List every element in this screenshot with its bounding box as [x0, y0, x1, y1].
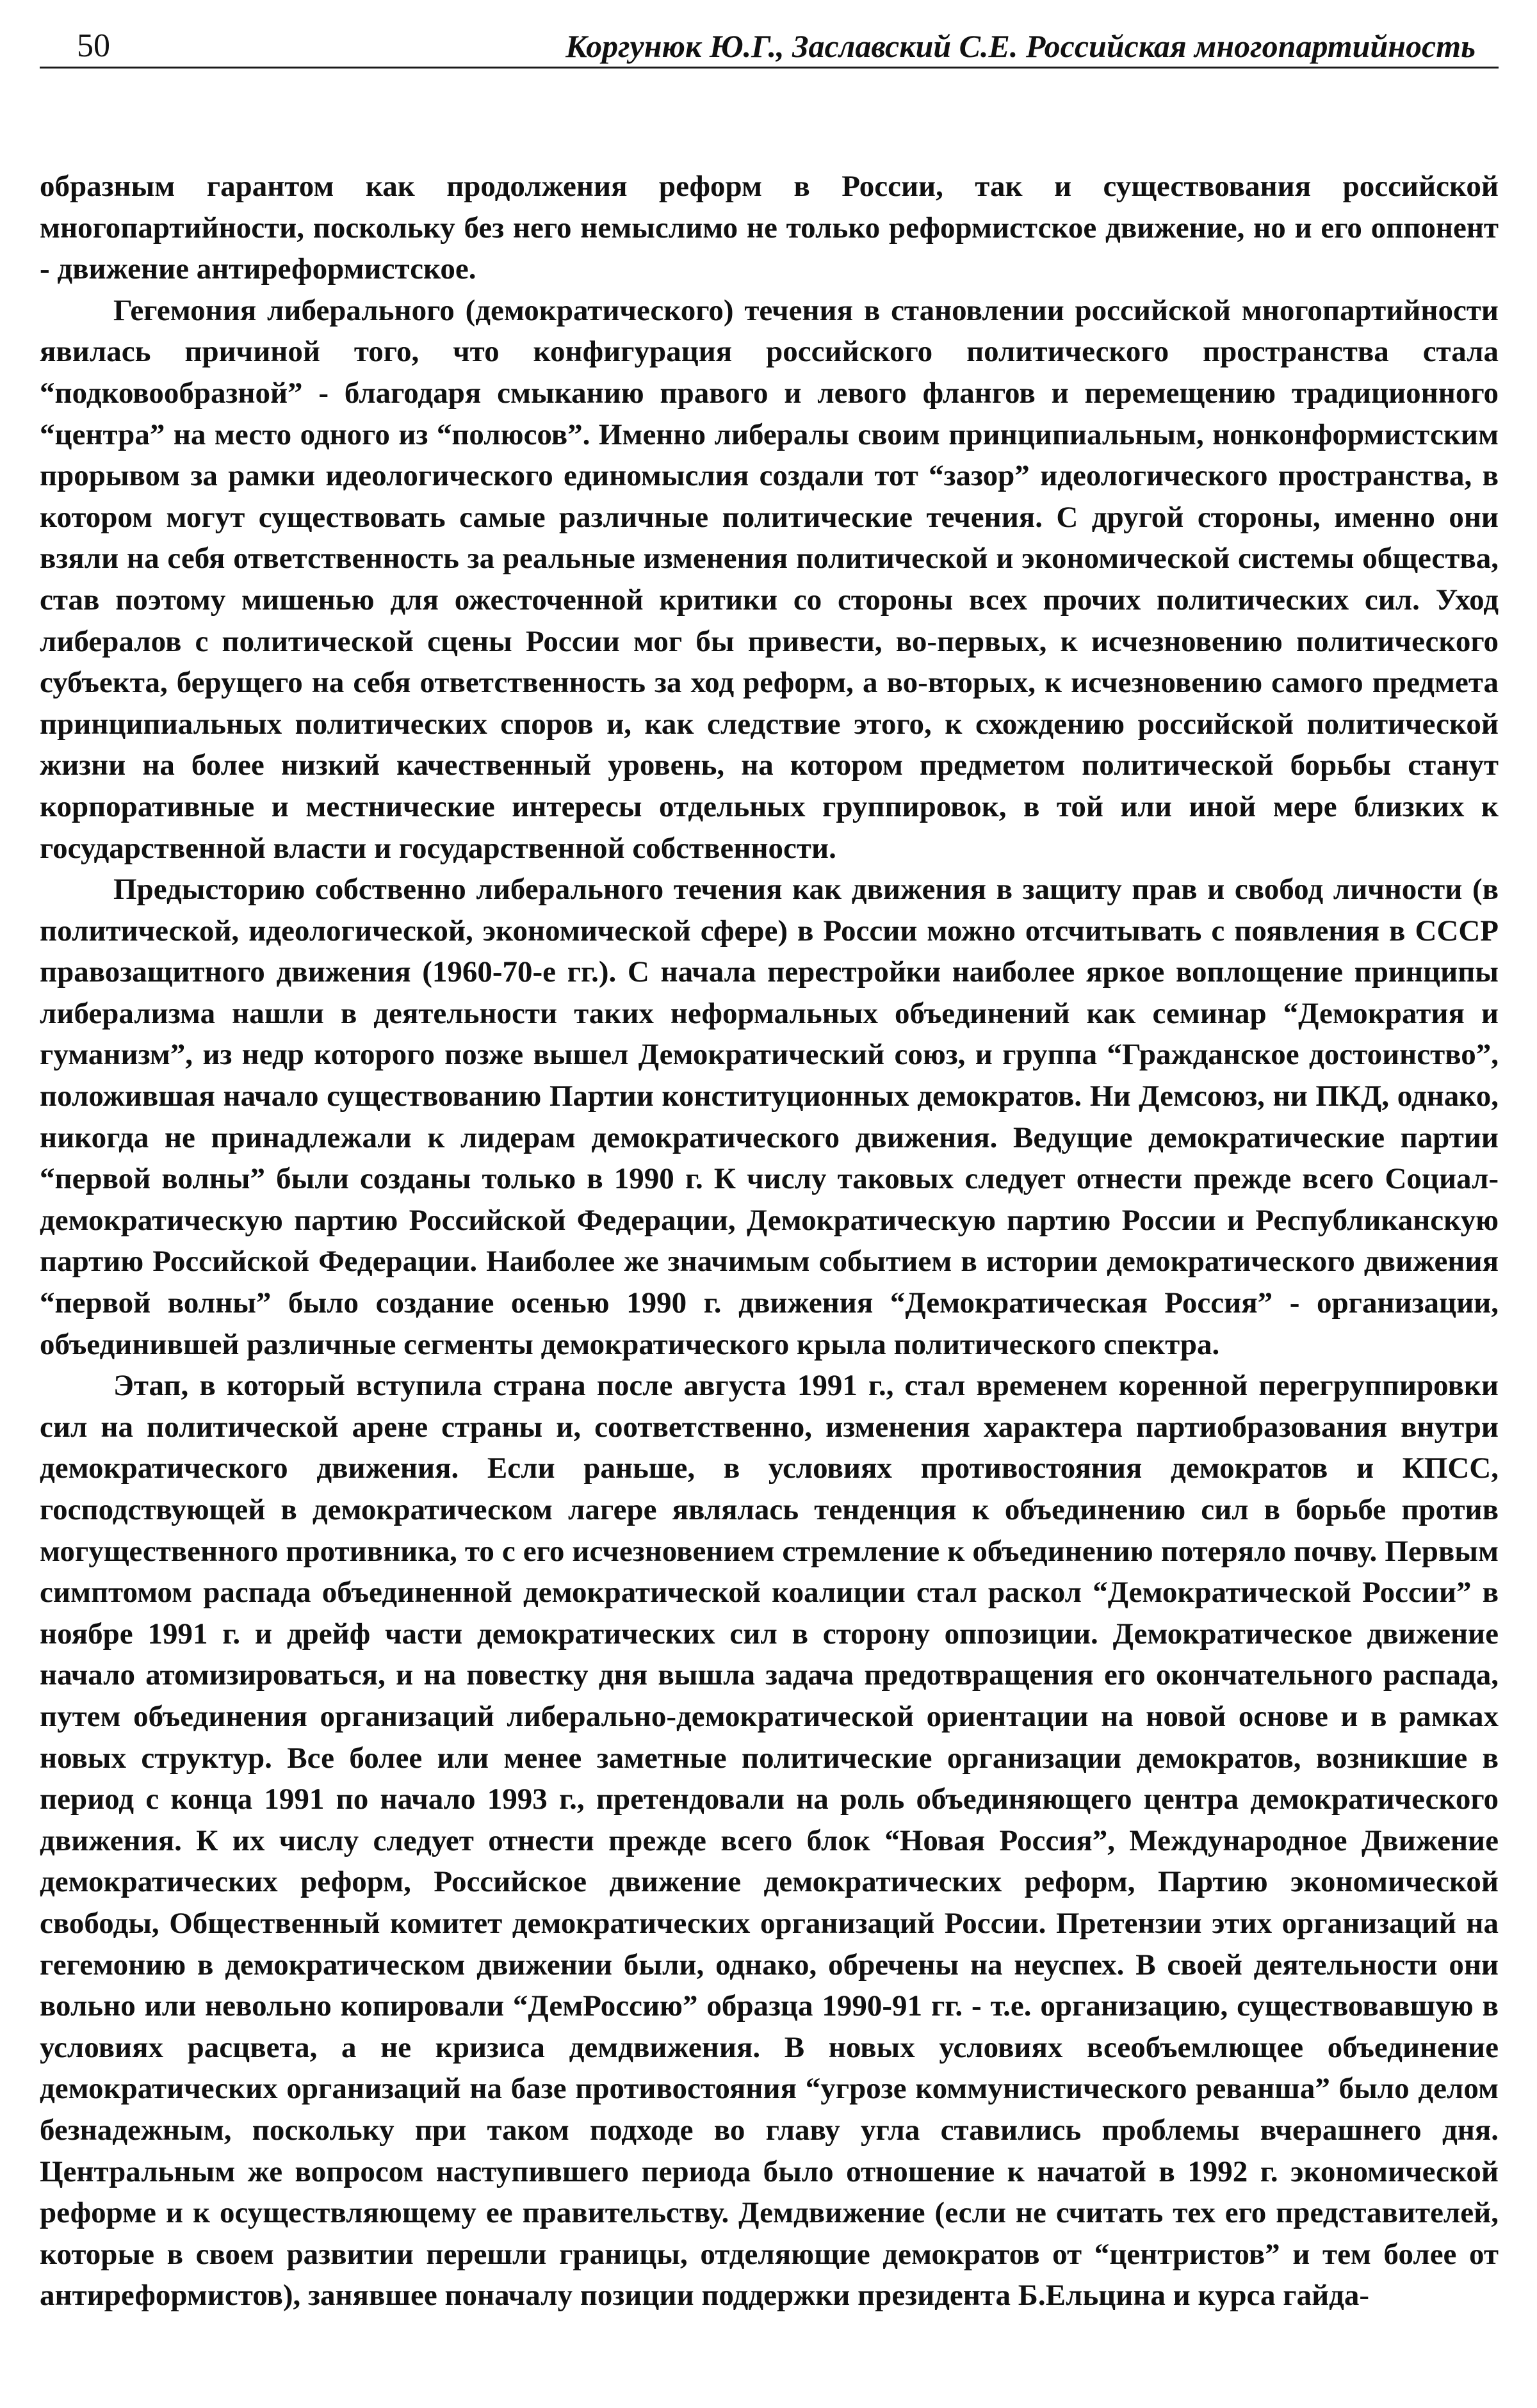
paragraph-prehistory: Предысторию собственно либерального течения как движения в защиту прав и свобод личности (в политической, идеологической, экономической сфере) в России можно отсчитывать с появления в СССР правозащитного движения (1960-70-е гг.). С начала перестройки наиболее яркое воплощение принципы либерализма нашли в деятельности таких неформальных объединений как семинар “Демократия и гуманизм”, из недр которого позже вышел Демократический союз, и группа “Гражданское достоинство”, положившая начало существованию Партии конституционных демократов. Ни Демсоюз, ни ПКД, однако, никогда не принадлежали к лидерам демократического движения. Ведущие демократические партии “первой волны” были созданы только в 1990 г. К числу таковых следует отнести прежде всего Социал-демократическую партию Российской Федерации, Демократическую партию России и Республиканскую партию Российской Федерации. Наиболее же значимым событием в истории демократического движения “первой волны” было создание осенью 1990 г. движения “Демократическая Россия” - организации, объединившей различные сегменты демократического крыла политического спектра. — [40, 873, 1499, 1361]
running-header — [40, 26, 1499, 69]
running-title: Коргунюк Ю.Г., Заславский С.Е. Российская многопартийность — [565, 28, 1476, 64]
paragraph-hegemony: Гегемония либерального (демократического) течения в становлении российской многопартийности явилась причиной того, что конфигурация российского политического пространства стала “подковообразной” - благодаря смыканию правого и левого флангов и перемещению традиционного “центра” на место одного из “полюсов”. Именно либералы своим принципиальным, нонконформистским прорывом за рамки идеологического единомыслия создали тот “зазор” идеологического пространства, в котором могут существовать самые различные политические течения. С другой стороны, именно они взяли на себя ответственность за реальные изменения политической и экономической системы общества, став поэтому мишенью для ожесточенной критики со стороны всех прочих политических сил. Уход либералов с политической сцены России мог бы привести, во-первых, к исчезновению политического субъекта, берущего на себя ответственность за ход реформ, а во-вторых, к исчезновению самого предмета принципиальных политических споров и, как следствие этого, к схождению российской политической жизни на более низкий качественный уровень, на котором предметом политической борьбы станут корпоративные и местнические интересы отдельных группировок, в той или иной мере близких к государственной власти и государственной собственности. — [40, 293, 1499, 865]
body-text — [40, 166, 1499, 2316]
paragraph-regrouping: Этап, в который вступила страна после августа 1991 г., стал временем коренной перегруппировки сил на политической арене страны и, соответственно, изменения характера партиобразования внутри демократического движения. Если раньше, в условиях противостояния демократов и КПСС, господствующей в демократическом лагере являлась тенденция к объединению сил в борьбе против могущественного противника, то с его исчезновением стремление к объединению потеряло почву. Первым симптомом распада объединенной демократической коалиции стал раскол “Демократической России” в ноябре 1991 г. и дрейф части демократических сил в сторону оппозиции. Демократическое движение начало атомизироваться, и на повестку дня вышла задача предотвращения его окончательного распада, путем объединения организаций либерально-демократической ориентации на новой основе и в рамках новых структур. Все более или менее заметные политические организации демократов, возникшие в период с конца 1991 по начало 1993 г., претендовали на роль объединяющего центра демократического движения. К их числу следует отнести прежде всего блок “Новая Россия”, Международное Движение демократических реформ, Российское движение демократических реформ, Партию экономической свободы, Общественный комитет демократических организаций России. Претензии этих организаций на гегемонию в демократическом движении были, однако, обречены на неуспех. В своей деятельности они вольно или невольно копировали “ДемРоссию” образца 1990-91 гг. - т.е. организацию, существовавшую в условиях расцвета, а не кризиса демдвижения. В новых условиях всеобъемлющее объединение демократических организаций на базе противостояния “угрозе коммунистического реванша” было делом безнадежным, поскольку при таком подходе во главу угла ставились проблемы вчерашнего дня. Центральным же вопросом наступившего периода было отношение к начатой в 1992 г. экономической реформе и к осуществляющему ее правительству. Демдвижение (если не считать тех его представителей, которые в своем развитии перешли границы, отделяющие демократов от “центристов” и тем более от антиреформистов), занявшее поначалу позиции поддержки президента Б.Ельцина и курса гайда- — [40, 1369, 1499, 2313]
paragraph-continuation: образным гарантом как продолжения реформ в России, так и существования российской многопартийности, поскольку без него немыслимо не только реформистское движение, но и его оппонент - движение антиреформистское. — [40, 170, 1499, 286]
page-number: 50 — [77, 28, 110, 64]
book-page — [40, 26, 1499, 2316]
